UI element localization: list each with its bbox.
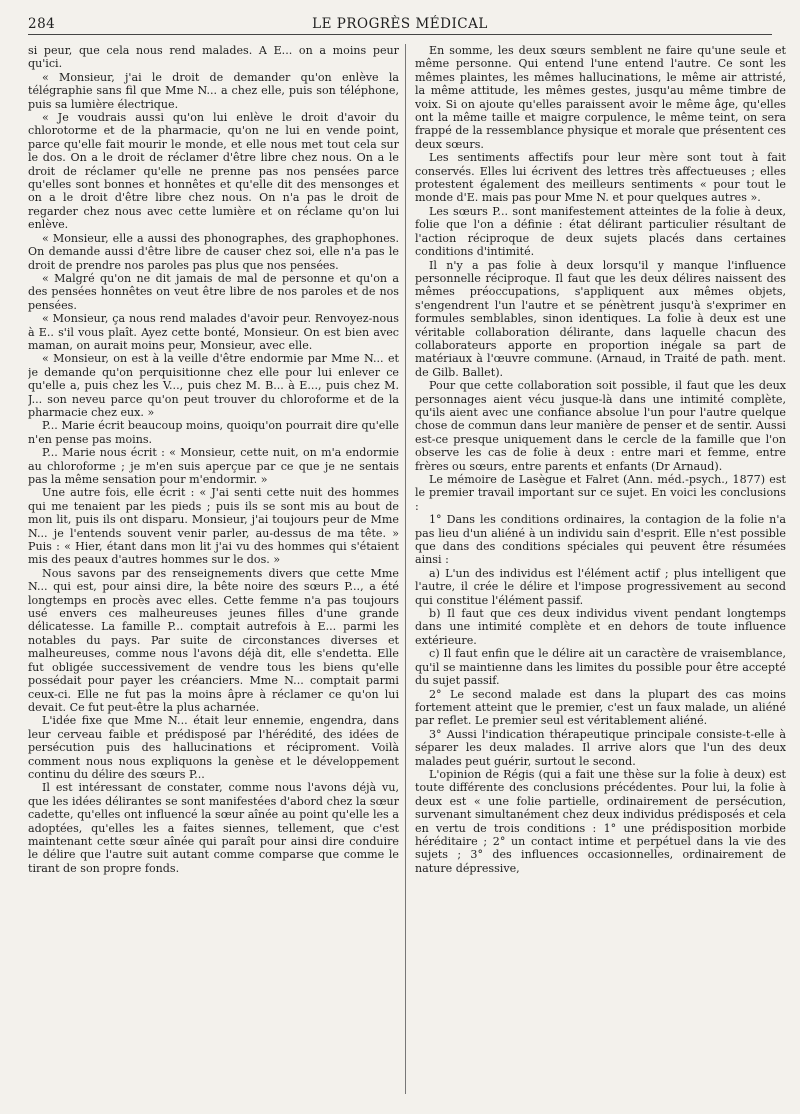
paragraph: 3° Aussi l'indication thérapeutique principale consiste-t-elle à séparer les deux malades. Il arrive alors que l'un des deux malades peut guérir, surtout le second. (415, 727, 786, 768)
paragraph: a) L'un des individus est l'élément actif ; plus intelligent que l'autre, il crée le délire et l'impose progressivement au second qui constitue l'élément passif. (415, 566, 786, 607)
right-column (415, 44, 786, 1100)
left-column (28, 44, 399, 1100)
paragraph: « Malgré qu'on ne dit jamais de mal de personne et qu'on a des pensées honnêtes on veut être libre de nos paroles et de nos pensées. (28, 271, 399, 312)
paragraph: « Monsieur, on est à la veille d'être endormie par Mme N... et je demande qu'on perquisitionne chez elle pour lui enlever ce qu'elle a, puis chez les V..., puis chez M. B... à E..., puis chez M. J... son neveu parce qu'on peut trouver du chloroforme et de la pharmacie chez eux. » (28, 352, 399, 419)
paragraph: Les sœurs P... sont manifestement atteintes de la folie à deux, folie que l'on a définie : état délirant particulier résultant de l'action réciproque de deux sujets placés dans certaines conditions d'intimité. (415, 204, 786, 259)
paragraph: Pour que cette collaboration soit possible, il faut que les deux personnages aient vécu jusque-là dans une intimité complète, qu'ils aient avec une confiance absolue l'un pour l'autre quelque chose de commun dans leur manière de penser et de sentir. Aussi est-ce presque uniquement dans le cercle de la famille que l'on observe les cas de folie à deux : entre mari et femme, entre frères ou sœurs, entre parents et enfants (Dr Arnaud). (415, 379, 786, 473)
page-header (28, 12, 772, 32)
paragraph: si peur, que cela nous rend malades. A E... on a moins peur qu'ici. (28, 44, 399, 71)
paragraph: « Monsieur, elle a aussi des phonographes, des graphophones. On demande aussi d'être libre de causer chez soi, elle n'a pas le droit de prendre nos paroles pas plus que nos pensées. (28, 231, 399, 272)
paragraph: L'idée fixe que Mme N... était leur ennemie, engendra, dans leur cerveau faible et prédisposé par l'hérédité, des idées de persécution puis des hallucinations et réciproment. Voilà comment nous nous expliquons la genèse et le développement continu du délire des sœurs P... (28, 714, 399, 781)
paragraph: « Je voudrais aussi qu'on lui enlève le droit d'avoir du chlorotorme et de la pharmacie, qu'on ne lui en vende point, parce qu'elle fait mourir le monde, et elle nous met tout cela sur le dos. On a le droit de réclamer d'être libre chez nous. On a le droit de réclamer qu'elle ne prenne pas nos pensées parce qu'elles sont bonnes et honnêtes et qu'elle dit des mensonges et on a le droit d'être libre chez nous. On n'a pas le droit de regarder chez nous avec cette lumière et on réclame qu'on lui enlève. (28, 111, 399, 232)
paragraph: 2° Le second malade est dans la plupart des cas moins fortement atteint que le premier, c'est un faux malade, un aliéné par reflet. Le premier seul est véritablement aliéné. (415, 687, 786, 728)
paragraph: P... Marie nous écrit : « Monsieur, cette nuit, on m'a endormie au chloroforme ; je m'en suis aperçue par ce que je ne sentais pas la même sensation pour m'endormir. » (28, 446, 399, 486)
paragraph: 1° Dans les conditions ordinaires, la contagion de la folie n'a pas lieu d'un aliéné à un individu sain d'esprit. Elle n'est possible que dans des conditions spéciales qui peuvent être résumées ainsi : (415, 513, 786, 567)
paragraph: Le mémoire de Lasègue et Falret (Ann. méd.-psych., 1877) est le premier travail important sur ce sujet. En voici les conclusions : (415, 473, 786, 513)
paragraph: « Monsieur, ça nous rend malades d'avoir peur. Renvoyez-nous à E.. s'il vous plaît. Ayez cette bonté, Monsieur. On est bien avec maman, on aurait moins peur, Monsieur, avec elle. (28, 312, 399, 352)
column-divider (405, 44, 406, 1094)
paragraph: Nous savons par des renseignements divers que cette Mme N... qui est, pour ainsi dire, la bête noire des sœurs P..., a été longtemps en procès avec elles. Cette femme n'a pas toujours usé envers ces malheureuses jeunes filles d'une grande délicatesse. La famille P... comptait autrefois à E... parmi les notables du pays. Par suite de circonstances diverses et malheureuses, comme nous l'avons déjà dit, elle s'endetta. Elle fut obligée successivement de vendre tous les biens qu'elle possédait pour payer les créanciers. Mme N... comptait parmi ceux-ci. Elle ne fut pas la moins âpre à réclamer ce qu'on lui devait. Ce fut peut-être la plus acharnée. (28, 566, 399, 714)
paragraph: En somme, les deux sœurs semblent ne faire qu'une seule et même personne. Qui entend l'une entend l'autre. Ce sont les mêmes plaintes, les mêmes hallucinations, le même air attristé, la même attitude, les mêmes gestes, jusqu'au même timbre de voix. Si on ajoute qu'elles paraissent avoir le même âge, qu'elles ont la même taille et maigre corpulence, le même teint, on sera frappé de la ressemblance physique et morale que présentent ces deux sœurs. (415, 44, 786, 151)
paragraph: Il est intéressant de constater, comme nous l'avons déjà vu, que les idées délirantes se sont manifestées d'abord chez la sœur cadette, qu'elles ont influencé la sœur aînée au point qu'elle les a adoptées, qu'elles les a faites siennes, tellement, que c'est maintenant cette sœur aînée qui paraît pour ainsi dire conduire le délire que l'autre suit autant comme comparse que comme le tirant de son propre fonds. (28, 781, 399, 875)
paragraph: c) Il faut enfin que le délire ait un caractère de vraisemblance, qu'il se maintienne dans les limites du possible pour être accepté du sujet passif. (415, 647, 786, 688)
paragraph: « Monsieur, j'ai le droit de demander qu'on enlève la télégraphie sans fil que Mme N... a chez elle, puis son téléphone, puis sa lumière électrique. (28, 70, 399, 111)
page-number: 284 (28, 16, 56, 32)
paragraph: P... Marie écrit beaucoup moins, quoiqu'on pourrait dire qu'elle n'en pense pas moins. (28, 419, 399, 446)
paragraph: Les sentiments affectifs pour leur mère sont tout à fait conservés. Elles lui écrivent des lettres très affectueuses ; elles protestent également des meilleurs sentiments « pour tout le monde d'E. mais pas pour Mme N. et pour quelques autres ». (415, 151, 786, 205)
paragraph: b) Il faut que ces deux individus vivent pendant longtemps dans une intimité complète et en dehors de toute influence extérieure. (415, 607, 786, 647)
journal-title: LE PROGRÈS MÉDICAL (312, 16, 488, 32)
paragraph: L'opinion de Régis (qui a fait une thèse sur la folie à deux) est toute différente des conclusions précédentes. Pour lui, la folie à deux est « une folie partielle, ordinairement de persécution, survenant simultanément chez deux individus prédisposés et cela en vertu de trois conditions : 1° une prédisposition morbide héréditaire ; 2° un contact intime et perpétuel dans la vie des sujets ; 3° des influences occasionnelles, ordinairement de nature dépressive, (415, 767, 786, 875)
paragraph: Il n'y a pas folie à deux lorsqu'il y manque l'influence personnelle réciproque. Il faut que les deux délires naissent des mêmes préoccupations, s'appliquent aux mêmes objets, s'engendrent l'un l'autre et se pénètrent jusqu'à s'exprimer en formules semblables, sinon identiques. La folie à deux est une véritable collaboration délirante, dans laquelle chacun des collaborateurs apporte en proportion inégale sa part de matériaux à l'œuvre commune. (Arnaud, in Traité de path. ment. de Gilb. Ballet). (415, 258, 786, 379)
header-rule (28, 34, 772, 35)
paragraph: Une autre fois, elle écrit : « J'ai senti cette nuit des hommes qui me tenaient par les pieds ; puis ils se sont mis au bout de mon lit, puis ils ont disparu. Monsieur, j'ai toujours peur de Mme N... je l'entends souvent venir parler, au-dessus de ma tête. » Puis : « Hier, étant dans mon lit j'ai vu des hommes qui s'étaient mis des peaux d'autres hommes sur le dos. » (28, 486, 399, 567)
